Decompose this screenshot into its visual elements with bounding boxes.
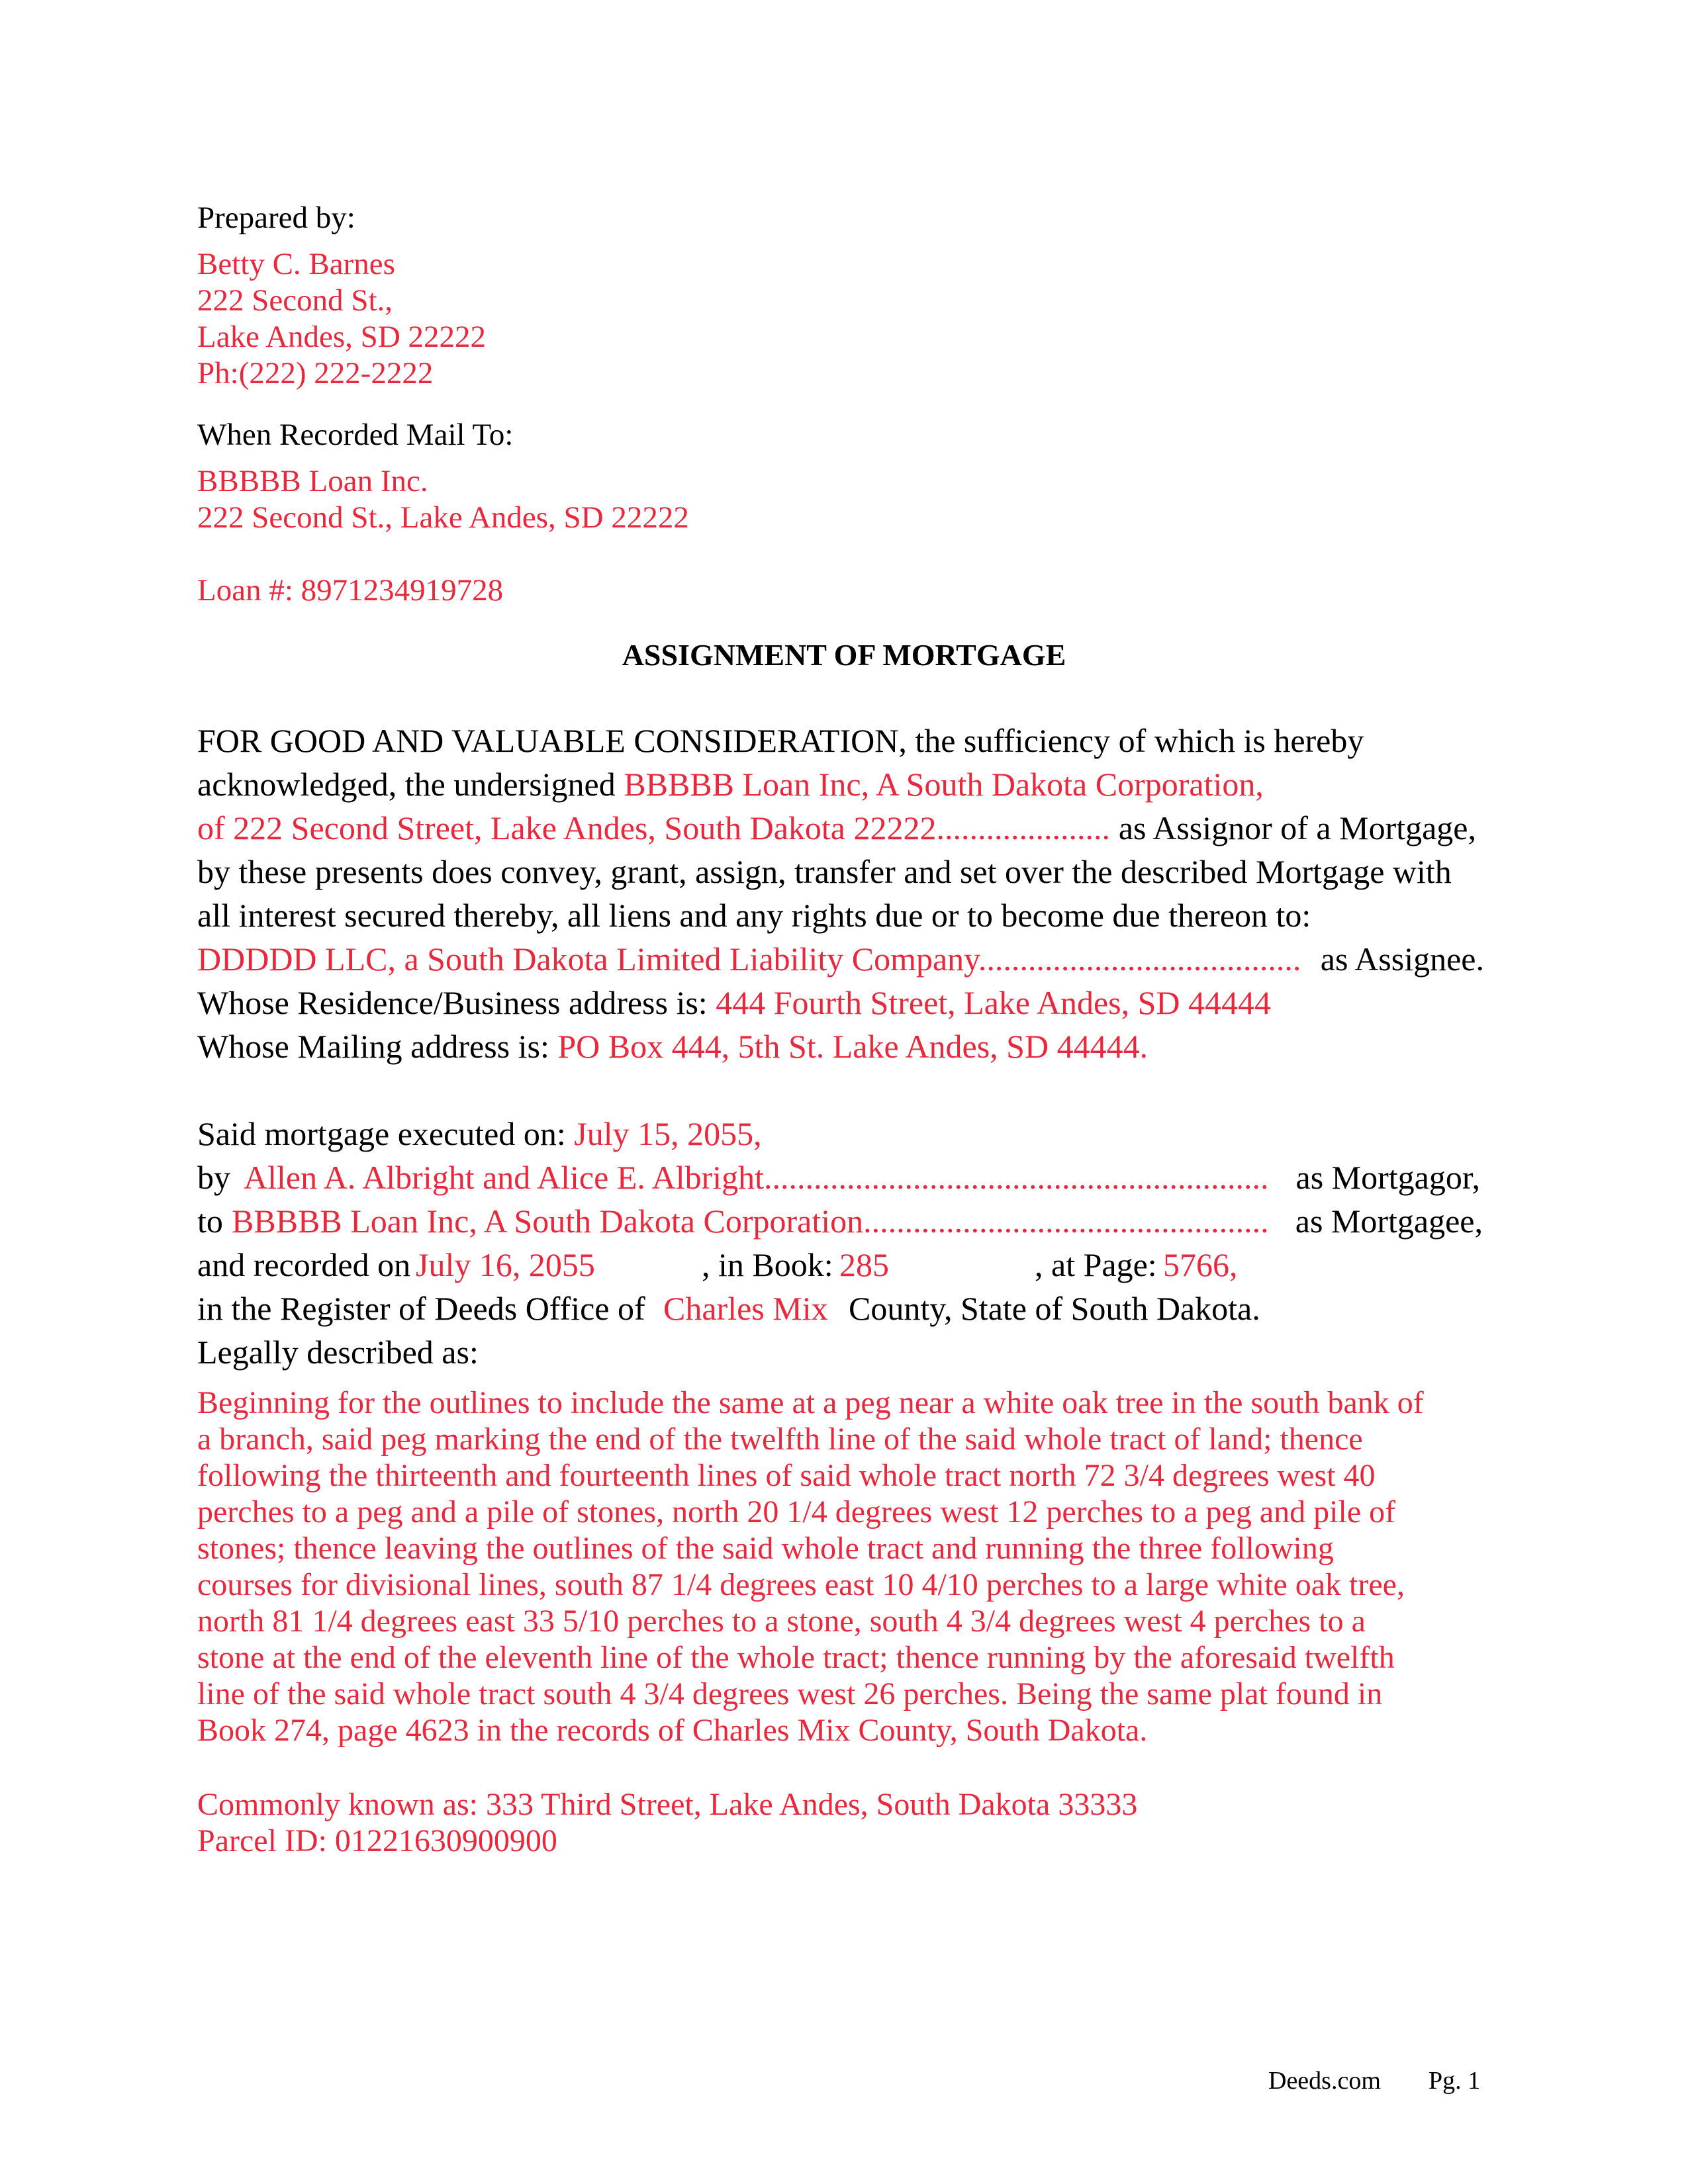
legal-description-line: perches to a peg and a pile of stones, north 20 1/4 degrees west 12 perches to a peg and pile of — [197, 1494, 1396, 1529]
mortgagee-name: BBBBB Loan Inc, A South Dakota Corporation................................................. — [232, 1203, 1269, 1240]
legal-description-line: courses for divisional lines, south 87 1/4 degrees east 10 4/10 perches to a large white oak tree, — [197, 1567, 1405, 1602]
recorded-date: July 16, 2055 — [416, 1246, 595, 1283]
mail-to-address: 222 Second St., Lake Andes, SD 22222 — [197, 500, 689, 535]
mortgagor-suffix: as Mortgagor, — [1295, 1159, 1480, 1196]
page-number: 5766, — [1163, 1246, 1238, 1283]
assignor-name: BBBBB Loan Inc, A South Dakota Corporation, — [624, 766, 1264, 803]
executed-line — [197, 1112, 762, 1156]
by-label: by — [197, 1159, 230, 1196]
mailing-address: PO Box 444, 5th St. Lake Andes, SD 44444. — [557, 1028, 1149, 1065]
executed-label: Said mortgage executed on: — [197, 1115, 575, 1152]
assignee-name: DDDDD LLC, a South Dakota Limited Liability Company....................................... — [197, 940, 1301, 978]
mortgagor-names: Allen A. Albright and Alice E. Albright............................................................. — [244, 1159, 1269, 1196]
legal-description-line: Beginning for the outlines to include the same at a peg near a white oak tree in the south bank of — [197, 1385, 1424, 1420]
document-title: ASSIGNMENT OF MORTGAGE — [622, 638, 1066, 672]
legal-description-line: stones; thence leaving the outlines of the said whole tract and running the three following — [197, 1531, 1334, 1566]
assignment-line-5: all interest secured thereby, all liens and any rights due or to become due thereon to: — [197, 897, 1311, 934]
preparer-street: 222 Second St., — [197, 283, 393, 318]
mailing-label: Whose Mailing address is: — [197, 1028, 558, 1065]
legal-description-line: stone at the end of the eleventh line of the whole tract; thence running by the aforesaid twelfth — [197, 1640, 1395, 1675]
parcel-id: Parcel ID: 01221630900900 — [197, 1823, 557, 1858]
mortgagee-suffix: as Mortgagee, — [1295, 1203, 1483, 1240]
register-label: in the Register of Deeds Office of — [197, 1290, 645, 1327]
loan-number: Loan #: 8971234919728 — [197, 573, 504, 608]
page-number-footer: Pg. 1 — [1429, 2067, 1481, 2095]
assignee-suffix: as Assignee. — [1320, 940, 1484, 978]
mail-to-name: BBBBB Loan Inc. — [197, 464, 428, 498]
prepared-by-label: Prepared by: — [197, 201, 355, 235]
assignment-line-2-prefix: acknowledged, the undersigned — [197, 766, 624, 803]
assignment-line-1: FOR GOOD AND VALUABLE CONSIDERATION, the sufficiency of which is hereby — [197, 722, 1364, 759]
mail-to-label: When Recorded Mail To: — [197, 418, 514, 452]
legal-description-line: a branch, said peg marking the end of the twelfth line of the said whole tract of land; thence — [197, 1422, 1363, 1457]
page-label: , at Page: — [1035, 1246, 1157, 1283]
legal-description-line: Book 274, page 4623 in the records of Charles Mix County, South Dakota. — [197, 1713, 1148, 1748]
book-label: , in Book: — [702, 1246, 833, 1283]
residence-label: Whose Residence/Business address is: — [197, 984, 716, 1021]
residence-address: 444 Fourth Street, Lake Andes, SD 44444 — [716, 984, 1272, 1021]
assignor-suffix: as Assignor of a Mortgage, — [1118, 809, 1476, 846]
assignment-line-4: by these presents does convey, grant, assign, transfer and set over the described Mortgage with — [197, 853, 1452, 890]
county-suffix: County, State of South Dakota. — [849, 1290, 1260, 1327]
recorded-label: and recorded on — [197, 1246, 411, 1283]
commonly-known-as: Commonly known as: 333 Third Street, Lake Andes, South Dakota 33333 — [197, 1787, 1138, 1822]
to-label: to — [197, 1203, 223, 1240]
legal-description-line: line of the said whole tract south 4 3/4 degrees west 26 perches. Being the same plat found in — [197, 1676, 1383, 1711]
assignor-address: of 222 Second Street, Lake Andes, South Dakota 22222..................... — [197, 809, 1110, 846]
county-name: Charles Mix — [663, 1290, 828, 1327]
assignment-line-2 — [197, 762, 1264, 806]
legal-description-line: north 81 1/4 degrees east 33 5/10 perches to a stone, south 4 3/4 degrees west 4 perches to a — [197, 1604, 1366, 1639]
residence-line — [197, 981, 1271, 1024]
legal-described-label: Legally described as: — [197, 1334, 479, 1371]
preparer-phone: Ph:(222) 222-2222 — [197, 356, 434, 390]
book-number: 285 — [839, 1246, 889, 1283]
executed-date: July 15, 2055, — [574, 1115, 762, 1152]
preparer-city: Lake Andes, SD 22222 — [197, 320, 487, 354]
mailing-line — [197, 1024, 1148, 1068]
legal-description-line: following the thirteenth and fourteenth lines of said whole tract north 72 3/4 degrees west 40 — [197, 1458, 1376, 1493]
preparer-name: Betty C. Barnes — [197, 247, 395, 281]
footer-brand: Deeds.com — [1268, 2067, 1381, 2095]
